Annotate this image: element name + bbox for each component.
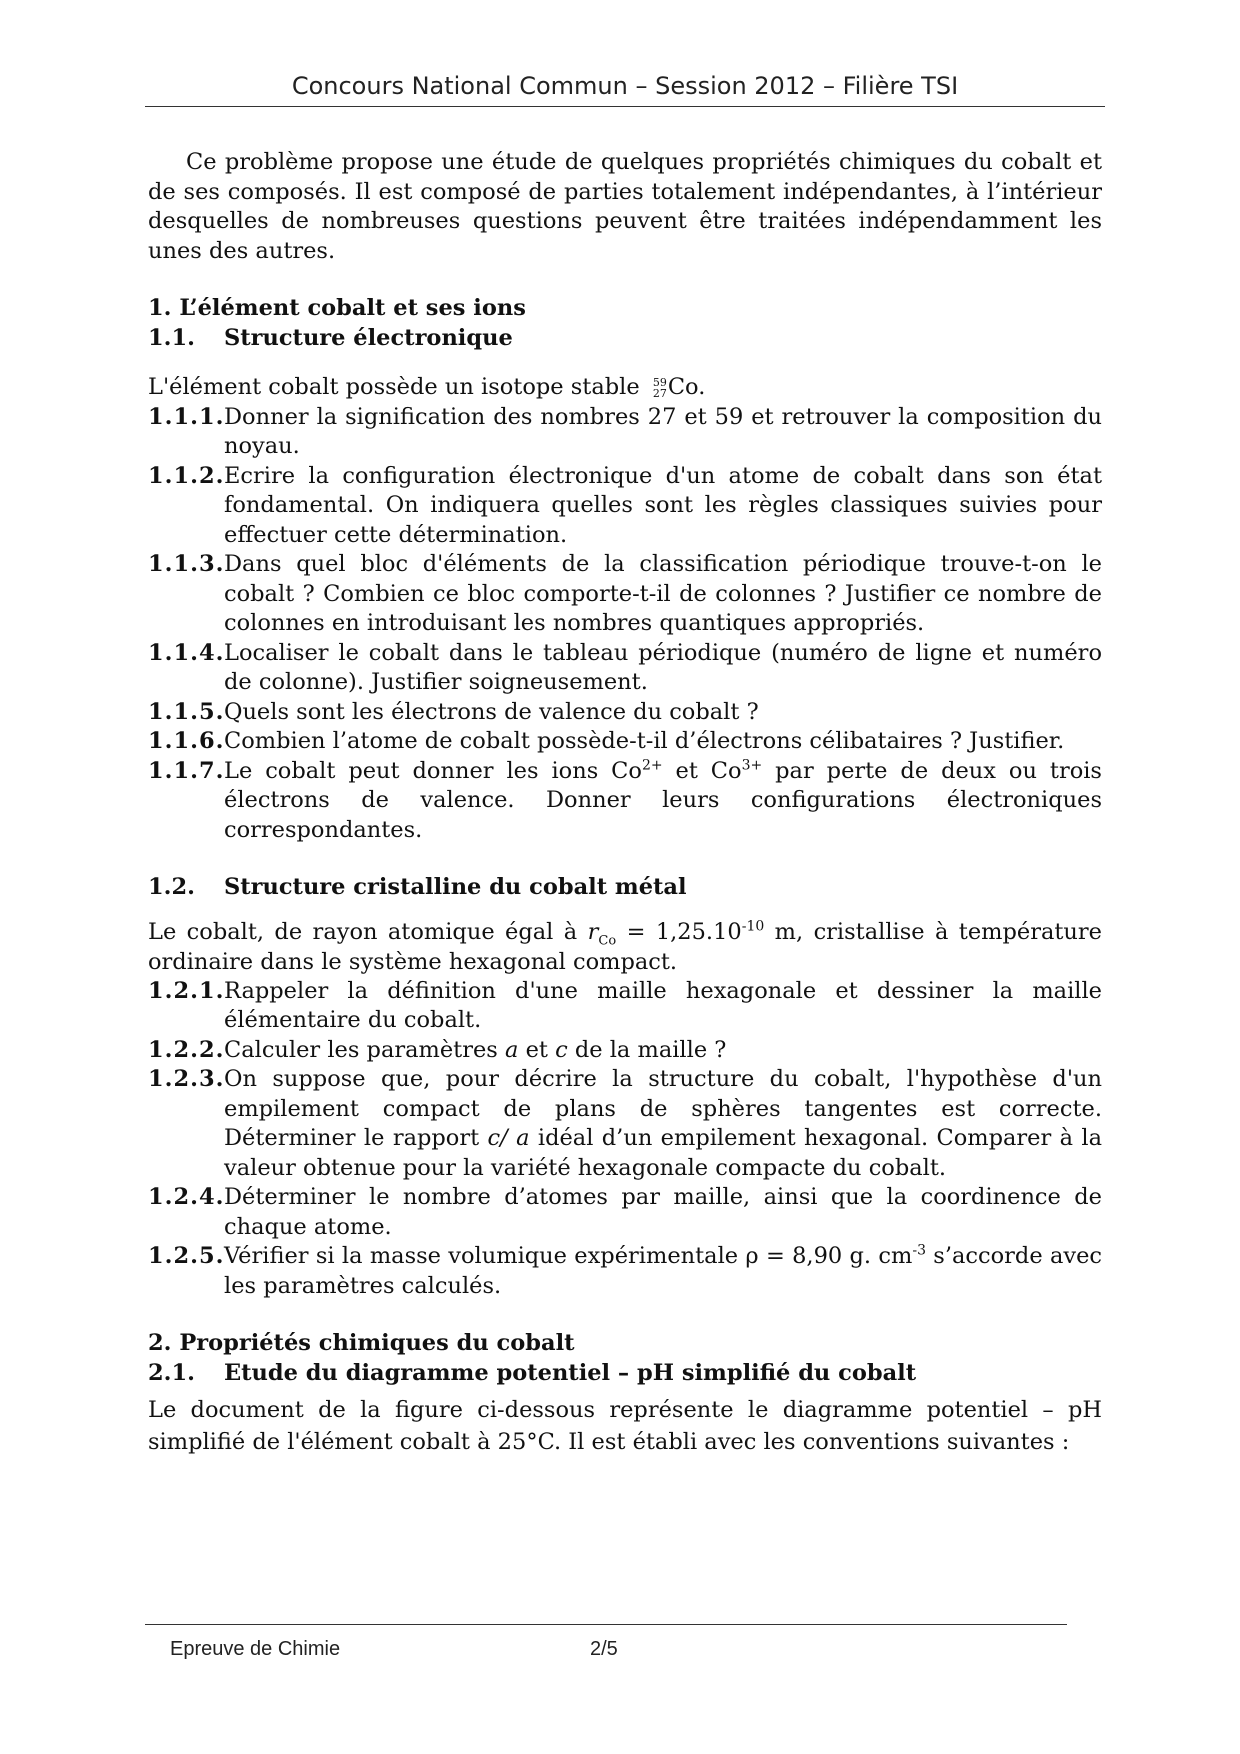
section-title: Structure cristalline du cobalt métal bbox=[224, 874, 687, 900]
question-number: 1.1.5. bbox=[148, 698, 225, 725]
question-item bbox=[148, 757, 1102, 846]
section-1-1-heading bbox=[148, 324, 1102, 354]
exponent: -10 bbox=[741, 918, 765, 934]
mass-number: 59 bbox=[652, 376, 667, 389]
question-number: 1.1.3. bbox=[148, 551, 225, 577]
question-text bbox=[224, 757, 1102, 846]
atomic-number: 27 bbox=[652, 387, 667, 400]
question-number: 1.1.4. bbox=[148, 639, 225, 666]
question-item bbox=[148, 698, 1102, 728]
footer-page-number: 2/5 bbox=[590, 1638, 618, 1660]
footer-exam-name: Epreuve de Chimie bbox=[170, 1638, 341, 1660]
lead-b: = 1,25.10 bbox=[616, 918, 742, 945]
question-item bbox=[148, 1183, 1102, 1242]
question-text: Rappeler la définition d'une maille hexagonale et dessiner la maille élémentaire du cobalt. bbox=[224, 977, 1102, 1033]
question-number: 1.1.1. bbox=[148, 403, 225, 430]
q-text-a: On suppose que, pour décrire la structure du cobalt, l'hypothèse d'un empilement compact de plans de sphères tangentes est correcte. Déterminer le rapport bbox=[224, 1066, 1102, 1151]
question-text: Dans quel bloc d'éléments de la classification périodique trouve-t-on le cobalt ? Combien ce bloc comporte-t-il de colonnes ? Justifier ce nombre de colonnes en introduisant les nombres quantiques appropriés. bbox=[224, 551, 1102, 636]
isotope-statement bbox=[148, 373, 1102, 403]
q-text-b: et Co bbox=[662, 757, 742, 784]
radius-subscript: Co bbox=[598, 933, 617, 948]
isotope-lead: L'élément cobalt possède un isotope stable bbox=[148, 374, 647, 400]
question-number: 1.2.3. bbox=[148, 1066, 225, 1092]
isotope-suffix: . bbox=[698, 374, 706, 400]
question-item bbox=[148, 1242, 1102, 1301]
section-2-1-paragraph: Le document de la figure ci-dessous représente le diagramme potentiel – pH simplifié de l'élément cobalt à 25°C. Il est établi avec les conventions suivantes : bbox=[148, 1397, 1102, 1455]
question-number: 1.2.4. bbox=[148, 1184, 225, 1210]
question-text bbox=[224, 1242, 1102, 1301]
radius-symbol: r bbox=[587, 918, 599, 945]
question-item bbox=[148, 977, 1102, 1036]
page-header: Concours National Commun – Session 2012 – Filière TSI bbox=[291, 72, 959, 100]
isotope-numbers bbox=[653, 377, 667, 399]
question-item bbox=[148, 550, 1102, 639]
section-1-2-heading bbox=[148, 873, 1102, 903]
param-c: c bbox=[555, 1036, 568, 1063]
question-item bbox=[148, 727, 1102, 757]
question-item bbox=[148, 462, 1102, 551]
param-a: a bbox=[505, 1036, 519, 1063]
question-number: 1.2.2. bbox=[148, 1036, 225, 1063]
q-text-b: idéal d’un empilement hexagonal. Comparer à la valeur obtenue pour la variété hexagonale compacte du cobalt. bbox=[224, 1125, 1103, 1181]
question-text: Localiser le cobalt dans le tableau périodique (numéro de ligne et numéro de colonne). Justifier soigneusement. bbox=[224, 639, 1102, 695]
q-text-c: de la maille ? bbox=[567, 1036, 727, 1063]
header-divider bbox=[145, 106, 1105, 107]
exponent: -3 bbox=[912, 1242, 926, 1259]
radius-statement bbox=[148, 917, 1102, 977]
intro-paragraph: Ce problème propose une étude de quelques propriétés chimiques du cobalt et de ses composés. Il est composé de parties totalement indépendantes, à l’intérieur desquelles de nombreuses questions peuvent être traitées indépendamment les unes des autres. bbox=[148, 149, 1102, 264]
section-number: 1.1. bbox=[148, 324, 195, 351]
question-text: Déterminer le nombre d’atomes par maille, ainsi que la coordinence de chaque atome. bbox=[224, 1184, 1102, 1240]
q-text-b: s’accorde avec les paramètres calculés. bbox=[224, 1243, 1102, 1299]
question-text: Donner la signification des nombres 27 et 59 et retrouver la composition du noyau. bbox=[224, 403, 1102, 459]
question-number: 1.1.7. bbox=[148, 757, 225, 784]
charge-3plus: 3+ bbox=[741, 757, 763, 773]
question-number: 1.2.1. bbox=[148, 977, 225, 1004]
question-text bbox=[224, 1065, 1102, 1183]
charge-2plus: 2+ bbox=[641, 757, 663, 773]
ratio-c-over-a: c/ a bbox=[487, 1125, 530, 1151]
question-text: Combien l’atome de cobalt possède-t-il d’électrons célibataires ? Justifier. bbox=[224, 728, 1065, 754]
question-text: Ecrire la configuration électronique d'un atome de cobalt dans son état fondamental. On indiquera quelles sont les règles classiques suivies pour effectuer cette détermination. bbox=[224, 462, 1102, 548]
lead-c: m, cristallise à température ordinaire dans le système hexagonal compact. bbox=[148, 918, 1102, 975]
question-item bbox=[148, 1065, 1102, 1183]
q-text-a: Vérifier si la masse volumique expérimentale ρ = 8,90 g. cm bbox=[224, 1243, 913, 1269]
footer-divider bbox=[145, 1624, 1067, 1625]
question-number: 1.1.6. bbox=[148, 728, 225, 754]
section-number: 1.2. bbox=[148, 874, 195, 900]
q-text-a: Le cobalt peut donner les ions Co bbox=[224, 757, 642, 784]
q-text-b: et bbox=[518, 1036, 556, 1063]
q-text-a: Calculer les paramètres bbox=[224, 1036, 505, 1063]
isotope-symbol: Co bbox=[667, 374, 699, 400]
lead-a: Le cobalt, de rayon atomique égal à bbox=[148, 918, 588, 945]
question-item bbox=[148, 403, 1102, 462]
section-2-1-heading bbox=[148, 1359, 1102, 1389]
section-title: Etude du diagramme potentiel – pH simplifié du cobalt bbox=[224, 1359, 917, 1386]
section-1-title: 1. L’élément cobalt et ses ions bbox=[148, 295, 526, 321]
question-text: Quels sont les électrons de valence du cobalt ? bbox=[224, 698, 759, 725]
question-number: 1.1.2. bbox=[148, 462, 225, 489]
section-2-title: 2. Propriétés chimiques du cobalt bbox=[148, 1330, 575, 1356]
question-number: 1.2.5. bbox=[148, 1243, 225, 1269]
question-item bbox=[148, 639, 1102, 698]
questions-1-1 bbox=[148, 403, 1102, 757]
question-item bbox=[148, 1036, 1102, 1066]
section-number: 2.1. bbox=[148, 1359, 195, 1386]
q-text-c: par perte de deux ou trois électrons de valence. Donner leurs configurations électroniques correspondantes. bbox=[224, 757, 1102, 843]
document-body bbox=[148, 148, 1102, 1458]
question-text bbox=[224, 1036, 1102, 1066]
section-title: Structure électronique bbox=[224, 324, 513, 351]
